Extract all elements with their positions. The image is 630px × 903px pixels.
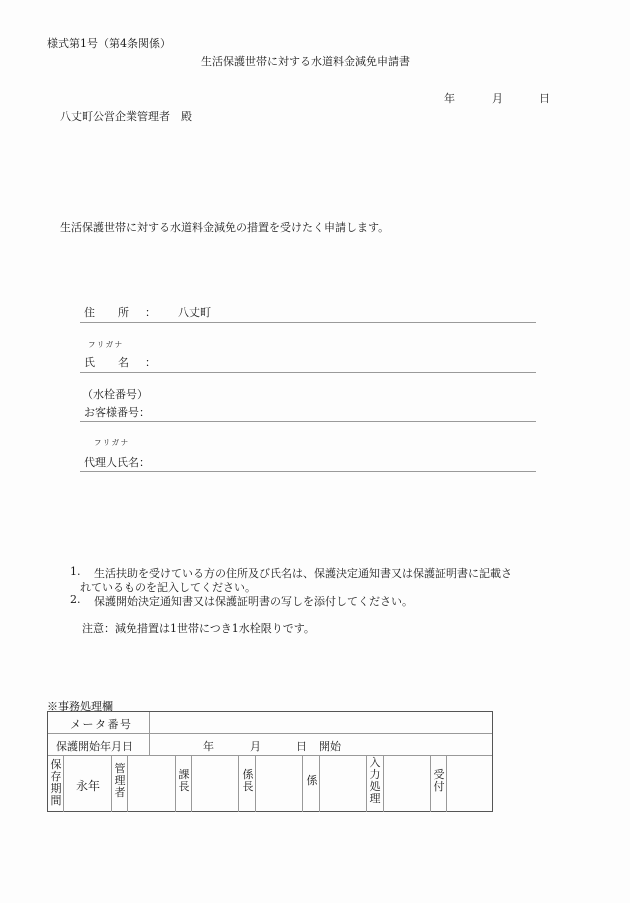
date-day-label: 日 — [539, 92, 550, 105]
note-2-number: 2. — [70, 593, 81, 606]
stamp-box-input-processing[interactable] — [385, 757, 430, 811]
address-underline — [80, 322, 536, 323]
customer-number-label: お客様番号： — [84, 406, 150, 419]
agent-name-label: 代理人氏名： — [84, 456, 150, 469]
name-furigana-label: フリガナ — [88, 340, 124, 349]
address-label-1: 住 — [84, 306, 95, 319]
note-2-line-1: 保護開始決定通知書又は保護証明書の写しを添付してください。 — [94, 595, 413, 608]
name-underline — [80, 372, 536, 373]
stamp-box-manager[interactable] — [129, 757, 174, 811]
column-divider — [366, 755, 367, 812]
stamp-box-reception[interactable] — [448, 757, 492, 811]
column-divider — [175, 755, 176, 812]
column-divider — [383, 755, 384, 812]
addressee: 八丈町公営企業管理者 殿 — [60, 110, 192, 123]
name-colon: ： — [145, 356, 156, 369]
address-value[interactable]: 八丈町 — [178, 306, 211, 319]
office-use-table — [47, 711, 493, 812]
request-text: 生活保護世帯に対する水道料金減免の措置を受けたく申請します。 — [60, 221, 390, 234]
column-divider — [149, 712, 150, 755]
note-1-line-2: れているものを記入してください。 — [80, 581, 256, 594]
column-divider — [430, 755, 431, 812]
stamp-box-staff[interactable] — [321, 757, 366, 811]
row-divider — [48, 733, 492, 734]
stamp-label-reception: 受付 — [433, 768, 445, 793]
customer-number-sublabel: （水栓番号） — [82, 388, 148, 401]
column-divider — [63, 755, 64, 812]
stamp-label-subsection-chief: 係長 — [242, 768, 254, 793]
stamp-box-subsection-chief[interactable] — [257, 757, 302, 811]
retention-period-label: 保存期間 — [50, 758, 62, 807]
stamp-label-manager: 管理者 — [114, 762, 126, 799]
start-date-year: 年 — [203, 740, 214, 753]
start-date-month: 月 — [250, 740, 261, 753]
column-divider — [111, 755, 112, 812]
meter-number-label: メータ番号 — [70, 718, 133, 731]
column-divider — [446, 755, 447, 812]
start-date-day: 日 — [296, 740, 307, 753]
start-date-label: 保護開始年月日 — [56, 740, 133, 753]
column-divider — [127, 755, 128, 812]
stamp-label-input-processing: 入力処理 — [369, 756, 381, 805]
start-date-suffix: 開始 — [319, 740, 341, 753]
stamp-label-staff: 係 — [306, 774, 318, 787]
caution-note: 注意：減免措置は1世帯につき1水栓限りです。 — [82, 622, 315, 635]
form-number: 様式第1号（第4条関係） — [47, 37, 171, 50]
retention-period-value: 永年 — [76, 779, 101, 793]
note-1-number: 1. — [70, 565, 81, 578]
name-label-1: 氏 — [84, 356, 95, 369]
address-colon: ： — [145, 306, 156, 319]
note-1-line-1: 生活扶助を受けている方の住所及び氏名は、保護決定通知書又は保護証明書に記載さ — [94, 567, 512, 580]
date-year-label: 年 — [444, 92, 455, 105]
meter-number-value[interactable] — [156, 716, 486, 730]
date-month-label: 月 — [492, 92, 503, 105]
name-label-2: 名 — [118, 356, 129, 369]
row-divider — [48, 755, 492, 756]
column-divider — [319, 755, 320, 812]
stamp-label-section-chief: 課長 — [178, 768, 190, 793]
column-divider — [302, 755, 303, 812]
column-divider — [238, 755, 239, 812]
column-divider — [191, 755, 192, 812]
office-section-title: ※事務処理欄 — [47, 700, 113, 713]
address-label-2: 所 — [118, 306, 129, 319]
column-divider — [255, 755, 256, 812]
stamp-box-section-chief[interactable] — [193, 757, 238, 811]
customer-number-underline — [80, 421, 536, 422]
form-title: 生活保護世帯に対する水道料金減免申請書 — [201, 55, 410, 68]
agent-furigana-label: フリガナ — [94, 438, 130, 447]
agent-name-underline — [80, 471, 536, 472]
